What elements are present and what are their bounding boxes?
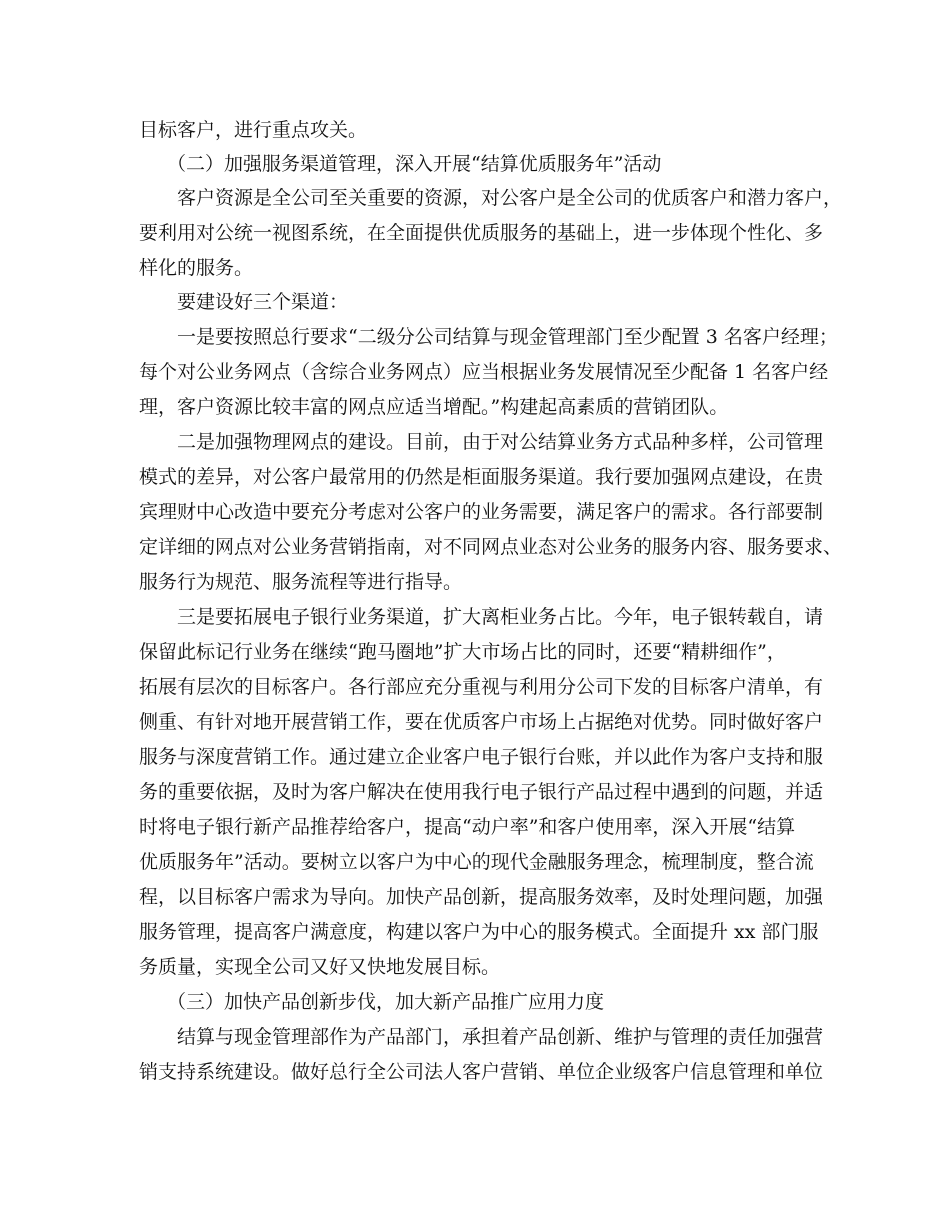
- text-line: 服务管理，提高客户满意度，构建以客户为中心的服务模式。全面提升 xx 部门服: [139, 921, 819, 943]
- text-line: 服务与深度营销工作。通过建立企业客户电子银行台账，并以此作为客户支持和服: [139, 746, 824, 768]
- text-line: 一是要按照总行要求“二级分公司结算与现金管理部门至少配置 3 名客户经理；: [177, 326, 838, 348]
- text-line: 宾理财中心改造中要充分考虑对公客户的业务需要，满足客户的需求。各行部要制: [139, 501, 824, 523]
- text-line: 目标客户，进行重点攻关。: [139, 119, 368, 141]
- text-line: 务的重要依据，及时为客户解决在使用我行电子银行产品过程中遇到的问题，并适: [139, 781, 824, 803]
- text-line: 结算与现金管理部作为产品部门，承担着产品创新、维护与管理的责任加强营: [177, 1026, 824, 1048]
- text-line: 理，客户资源比较丰富的网点应适当增配。”构建起高素质的营销团队。: [139, 396, 729, 418]
- text-line: 务质量，实现全公司又好又快地发展目标。: [139, 956, 501, 978]
- text-line: 样化的服务。: [139, 257, 254, 279]
- section-heading: （二）加强服务渠道管理，深入开展“结算优质服务年”活动: [167, 153, 662, 175]
- text-line: 三是要拓展电子银行业务渠道，扩大离柜业务占比。今年，电子银转载自，请: [177, 606, 824, 628]
- text-line: 程，以目标客户需求为导向。加快产品创新，提高服务效率，及时处理问题，加强: [139, 886, 824, 908]
- text-line: 要建设好三个渠道：: [177, 291, 349, 313]
- text-line: 客户资源是全公司至关重要的资源，对公客户是全公司的优质客户和潜力客户，: [177, 187, 843, 209]
- section-heading: （三）加快产品创新步伐，加大新产品推广应用力度: [167, 991, 605, 1013]
- text-line: 时将电子银行新产品推荐给客户，提高“动户率”和客户使用率，深入开展“结算: [139, 816, 796, 838]
- text-line: 模式的差异，对公客户最常用的仍然是柜面服务渠道。我行要加强网点建设，在贵: [139, 466, 824, 488]
- text-line: 侧重、有针对地开展营销工作，要在优质客户市场上占据绝对优势。同时做好客户: [139, 711, 824, 733]
- text-line: 销支持系统建设。做好总行全公司法人客户营销、单位企业级客户信息管理和单位: [139, 1061, 824, 1083]
- text-line: 优质服务年”活动。要树立以客户为中心的现代金融服务理念，梳理制度，整合流: [139, 851, 814, 873]
- text-line: 要利用对公统一视图系统，在全面提供优质服务的基础上，进一步体现个性化、多: [139, 222, 824, 244]
- text-line: 二是加强物理网点的建设。目前，由于对公结算业务方式品种多样，公司管理: [177, 431, 824, 453]
- text-line: 定详细的网点对公业务营销指南，对不同网点业态对公业务的服务内容、服务要求、: [139, 536, 843, 558]
- text-line: 服务行为规范、服务流程等进行指导。: [139, 571, 463, 593]
- text-line: 每个对公业务网点（含综合业务网点）应当根据业务发展情况至少配备 1 名客户经: [139, 361, 829, 383]
- text-line: 拓展有层次的目标客户。各行部应充分重视与利用分公司下发的目标客户清单，有: [139, 676, 824, 698]
- text-line: 保留此标记行业务在继续“跑马圈地”扩大市场占比的同时，还要“精耕细作”，: [139, 641, 786, 663]
